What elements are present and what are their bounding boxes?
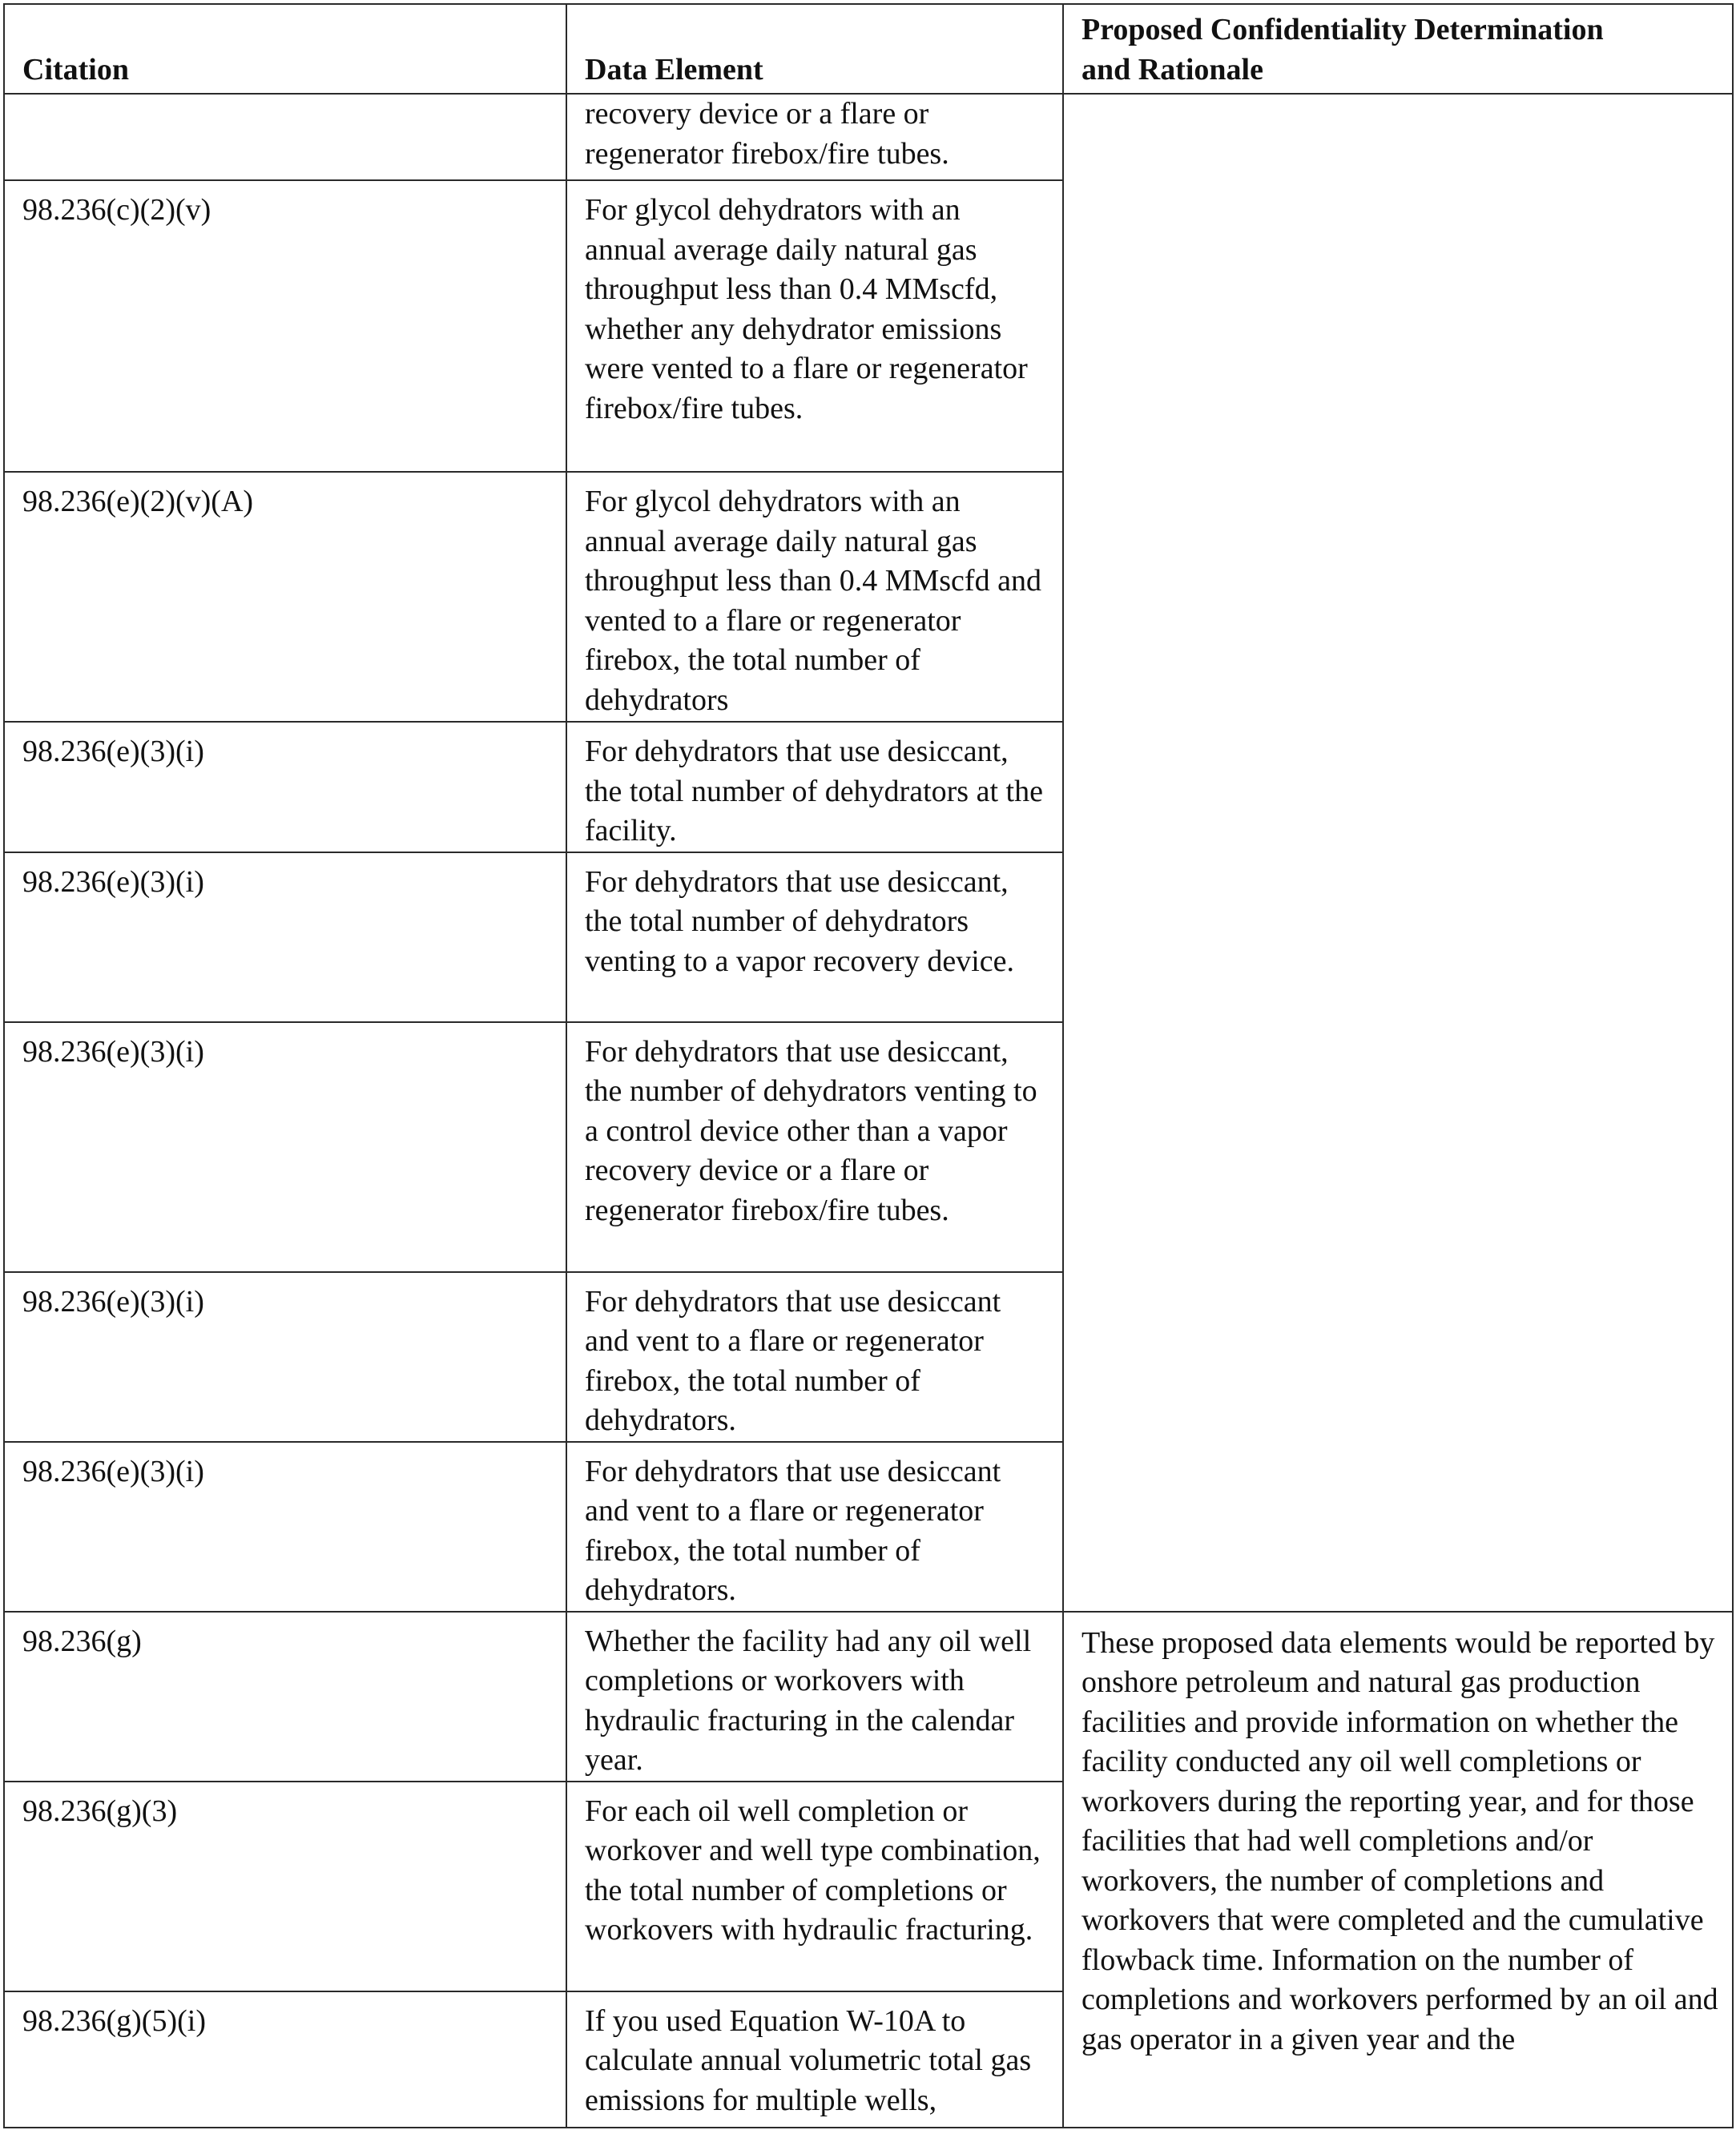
citation-cell: 98.236(g) — [4, 1612, 566, 1782]
data-element-cell: If you used Equation W-10A to calculate annual volumetric total gas emissions for multiple wells, — [566, 1991, 1063, 2128]
data-element-cell: For dehydrators that use desiccant, the total number of dehydrators at the facility. — [566, 722, 1063, 852]
data-element-header: Data Element — [566, 4, 1063, 94]
data-element-cell: For dehydrators that use desiccant and vent to a flare or regenerator firebox, the total number of dehydrators. — [566, 1272, 1063, 1442]
data-element-cell: Whether the facility had any oil well completions or workovers with hydraulic fracturing in the calendar year. — [566, 1612, 1063, 1782]
rationale-cell: These proposed data elements would be reported by onshore petroleum and natural gas production facilities and provide information on whether the facility conducted any oil well completions or workovers during the reporting year, and for those facilities that had well completions and/or workovers, the number of completions and workovers that were completed and the cumulative flowback time. Information on the number of completions and workovers performed by an oil and gas operator in a given year and the — [1063, 1612, 1733, 2128]
citation-cell — [4, 94, 566, 180]
citation-cell: 98.236(e)(3)(i) — [4, 1442, 566, 1612]
rationale-header-line1: Proposed Confidentiality Determination — [1081, 13, 1604, 46]
citation-cell: 98.236(e)(3)(i) — [4, 722, 566, 852]
citation-cell: 98.236(e)(2)(v)(A) — [4, 472, 566, 722]
data-element-cell: For dehydrators that use desiccant, the number of dehydrators venting to a control device other than a vapor recovery device or a flare or regenerator firebox/fire tubes. — [566, 1022, 1063, 1272]
citation-cell: 98.236(g)(3) — [4, 1782, 566, 1991]
data-element-cell: recovery device or a flare or regenerator firebox/fire tubes. — [566, 94, 1063, 180]
header-row — [4, 4, 1733, 94]
citation-cell: 98.236(e)(3)(i) — [4, 852, 566, 1022]
data-element-cell: For each oil well completion or workover and well type combination, the total number of completions or workovers with hydraulic fracturing. — [566, 1782, 1063, 1991]
table-row — [4, 1612, 1733, 1782]
citation-cell: 98.236(g)(5)(i) — [4, 1991, 566, 2128]
confidentiality-table — [3, 3, 1734, 2128]
table-row-continuation — [4, 94, 1733, 180]
citation-cell: 98.236(c)(2)(v) — [4, 180, 566, 472]
data-element-cell: For dehydrators that use desiccant, the total number of dehydrators venting to a vapor recovery device. — [566, 852, 1063, 1022]
rationale-cell-empty — [1063, 94, 1733, 1612]
rationale-header — [1063, 4, 1733, 94]
data-element-cell: For glycol dehydrators with an annual average daily natural gas throughput less than 0.4 MMscfd and vented to a flare or regenerator firebox, the total number of dehydrators — [566, 472, 1063, 722]
data-element-cell: For dehydrators that use desiccant and vent to a flare or regenerator firebox, the total number of dehydrators. — [566, 1442, 1063, 1612]
citation-cell: 98.236(e)(3)(i) — [4, 1022, 566, 1272]
citation-cell: 98.236(e)(3)(i) — [4, 1272, 566, 1442]
citation-header: Citation — [4, 4, 566, 94]
data-element-cell: For glycol dehydrators with an annual average daily natural gas throughput less than 0.4 MMscfd, whether any dehydrator emissions were vented to a flare or regenerator firebox/fire tubes. — [566, 180, 1063, 472]
rationale-header-line2: and Rationale — [1081, 53, 1263, 87]
